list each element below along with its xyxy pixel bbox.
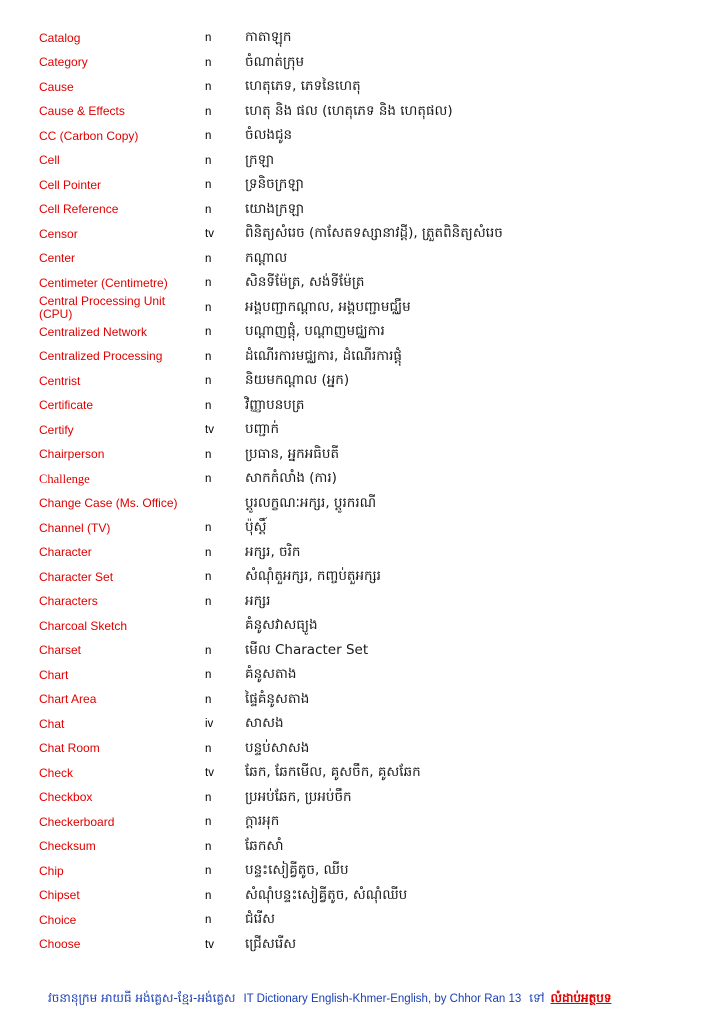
entry-part-of-speech: n [205, 56, 212, 69]
entry-term: Centralized Processing [39, 349, 163, 364]
entry-part-of-speech: n [205, 448, 212, 461]
footer-next-link[interactable]: លំដាប់អត្ថបទ [550, 991, 612, 1005]
entry-part-of-speech: n [205, 154, 212, 167]
dictionary-entry [0, 345, 728, 370]
entry-khmer-definition: និយមកណ្ដាល (អ្នក) [245, 372, 350, 389]
entry-khmer-definition: ផ្ទៃគំនូសតាង [245, 690, 310, 707]
entry-khmer-definition: ជ្រើសរើស [245, 935, 297, 952]
entry-part-of-speech: n [205, 742, 212, 755]
dictionary-entry [0, 884, 728, 909]
dictionary-entry [0, 492, 728, 517]
dictionary-entry [0, 293, 728, 321]
entry-part-of-speech: n [205, 130, 212, 143]
dictionary-entry [0, 786, 728, 811]
entry-part-of-speech: n [205, 277, 212, 290]
dictionary-entry [0, 467, 728, 492]
entry-term: Choose [39, 937, 81, 952]
entry-khmer-definition: បញ្ជាក់ [245, 421, 280, 438]
page-footer [48, 988, 718, 1010]
dictionary-entry [0, 394, 728, 419]
entry-part-of-speech: n [205, 522, 212, 535]
dictionary-entry [0, 75, 728, 100]
entry-term: Challenge [39, 471, 90, 486]
entry-part-of-speech: n [205, 350, 212, 363]
entry-term: Centimeter (Centimetre) [39, 275, 168, 290]
entry-term: Central Processing Unit (CPU) [39, 293, 166, 321]
entry-term: Cause & Effects [39, 104, 125, 119]
entry-khmer-definition: សំណុំតួអក្សរ, កញ្ចប់តួអក្សរ [245, 568, 381, 585]
entry-term: Characters [39, 594, 98, 609]
entry-khmer-definition: សាកកំលាំង (ការ) [245, 470, 337, 487]
entry-term: Chart Area [39, 692, 97, 707]
dictionary-entry [0, 418, 728, 443]
entry-part-of-speech: n [205, 914, 212, 927]
dictionary-entry [0, 516, 728, 541]
entry-khmer-definition: ប៉ុស្ដិ៍ [245, 519, 267, 536]
entry-term: Character [39, 545, 92, 560]
entry-term: Center [39, 251, 76, 266]
entry-khmer-definition: ហេតុ និង ផល (ហេតុភេទ និង ហេតុផល) [245, 102, 453, 119]
dictionary-entry [0, 149, 728, 174]
entry-khmer-definition: អង្គបញ្ជាកណ្ដាល, អង្គបញ្ជាមជ្ឈឹម [245, 298, 411, 315]
entry-term: Channel (TV) [39, 520, 111, 535]
dictionary-entry [0, 198, 728, 223]
entry-term: Chipset [39, 888, 80, 903]
dictionary-entry [0, 639, 728, 664]
dictionary-entry-list [0, 26, 728, 957]
entry-term: Certificate [39, 398, 94, 413]
entry-khmer-definition: ប្ដូរលក្ខណៈអក្សរ, ប្ដូរករណី [245, 494, 377, 511]
dictionary-entry [0, 737, 728, 762]
entry-term: Checkbox [39, 790, 93, 805]
entry-term: Cause [39, 79, 74, 94]
dictionary-entry [0, 614, 728, 639]
dictionary-entry [0, 663, 728, 688]
entry-khmer-definition: អក្សរ [245, 592, 271, 609]
dictionary-entry [0, 124, 728, 149]
entry-term: Cell [39, 153, 60, 168]
entry-term: Change Case (Ms. Office) [39, 496, 178, 511]
entry-part-of-speech: n [205, 865, 212, 878]
entry-part-of-speech: tv [205, 938, 214, 951]
dictionary-entry [0, 712, 728, 737]
entry-term: Censor [39, 226, 78, 241]
dictionary-entry [0, 26, 728, 51]
entry-khmer-definition: ទ្រនិចក្រឡា [245, 176, 304, 193]
entry-part-of-speech: n [205, 399, 212, 412]
dictionary-entry [0, 100, 728, 125]
entry-part-of-speech: n [205, 301, 212, 314]
entry-part-of-speech: tv [205, 228, 214, 241]
entry-term: Checksum [39, 839, 96, 854]
entry-part-of-speech: n [205, 32, 212, 45]
entry-part-of-speech: n [205, 105, 212, 118]
entry-part-of-speech: tv [205, 424, 214, 437]
entry-part-of-speech: n [205, 644, 212, 657]
entry-khmer-definition: ក្ដារអុក [245, 813, 280, 830]
entry-khmer-definition: ឆែកសាំ [245, 837, 284, 854]
entry-term: Centrist [39, 373, 81, 388]
entry-khmer-definition: ប្រអប់ឆែក, ប្រអប់ចឹក [245, 788, 352, 805]
entry-khmer-definition: មើល Character Set [245, 641, 369, 658]
entry-term: Charcoal Sketch [39, 618, 128, 633]
entry-khmer-definition: យោងក្រឡា [245, 200, 305, 217]
dictionary-entry [0, 51, 728, 76]
entry-part-of-speech: n [205, 81, 212, 94]
dictionary-entry [0, 908, 728, 933]
dictionary-entry [0, 271, 728, 296]
entry-khmer-definition: ឆែក, ឆែកមើល, គូសចឹក, គូសឆែក [245, 764, 421, 781]
entry-khmer-definition: ក្រឡា [245, 151, 275, 168]
footer-khmer-title: វចនានុក្រម អាយធី អង់គ្លេស-ខ្មែរ-អង់គ្លេស [48, 991, 236, 1005]
entry-khmer-definition: បណ្ដាញផ្ដុំ, បណ្ដាញមជ្ឈការ [245, 323, 385, 340]
entry-term: Cell Reference [39, 202, 119, 217]
entry-khmer-definition: បន្ទះសៀគ្វីតូច, ឈីប [245, 862, 349, 879]
entry-term: Chat [39, 716, 65, 731]
entry-part-of-speech: n [205, 669, 212, 682]
dictionary-entry [0, 247, 728, 272]
entry-part-of-speech: n [205, 203, 212, 216]
footer-english-title: IT Dictionary English-Khmer-English, by Chhor Ran 13 [243, 993, 522, 1005]
entry-part-of-speech: iv [205, 718, 214, 731]
entry-khmer-definition: កណ្ដាល [245, 249, 288, 266]
entry-part-of-speech: n [205, 326, 212, 339]
entry-khmer-definition: កាតាឡុក [245, 29, 292, 46]
entry-term: Cell Pointer [39, 177, 102, 192]
entry-term: Chip [39, 863, 64, 878]
dictionary-entry [0, 320, 728, 345]
dictionary-entry [0, 859, 728, 884]
dictionary-entry [0, 541, 728, 566]
entry-term: Certify [39, 422, 74, 437]
entry-part-of-speech: n [205, 840, 212, 853]
entry-part-of-speech: n [205, 889, 212, 902]
entry-term: Catalog [39, 30, 81, 45]
entry-part-of-speech: n [205, 816, 212, 829]
entry-term: Chat Room [39, 741, 100, 756]
dictionary-entry [0, 565, 728, 590]
entry-khmer-definition: ចំណាត់ក្រុម [245, 53, 305, 70]
entry-part-of-speech: n [205, 375, 212, 388]
entry-part-of-speech: tv [205, 767, 214, 780]
entry-khmer-definition: ពិនិត្យសំរេច (កាសែតទស្សានាវដ្ដី), ត្រួតពិនិត្យសំរេច [245, 225, 503, 242]
entry-term: Charset [39, 643, 82, 658]
entry-part-of-speech: n [205, 571, 212, 584]
dictionary-entry [0, 835, 728, 860]
dictionary-entry [0, 443, 728, 468]
entry-khmer-definition: គំនូសតាង [245, 666, 297, 683]
dictionary-entry [0, 369, 728, 394]
dictionary-entry [0, 761, 728, 786]
entry-term: Choice [39, 912, 77, 927]
dictionary-entry [0, 590, 728, 615]
dictionary-entry [0, 173, 728, 198]
entry-khmer-definition: ជំរើស [245, 911, 275, 928]
entry-term: Character Set [39, 569, 114, 584]
entry-term: Chart [39, 667, 69, 682]
entry-khmer-definition: គំនូសវាសធ្យូង [245, 617, 318, 634]
entry-term: Centralized Network [39, 324, 148, 339]
entry-khmer-definition: វិញ្ញាបនបត្រ [245, 396, 305, 413]
entry-khmer-definition: សាសង [245, 715, 284, 732]
entry-part-of-speech: n [205, 791, 212, 804]
entry-part-of-speech: n [205, 473, 212, 486]
entry-part-of-speech: n [205, 252, 212, 265]
entry-khmer-definition: ដំណើរការមជ្ឈការ, ដំណើរការផ្ដុំ [245, 347, 402, 364]
entry-part-of-speech: n [205, 595, 212, 608]
dictionary-entry [0, 810, 728, 835]
entry-khmer-definition: សិនទីម៉ែត្រ, សង់ទីម៉ែត្រ [245, 274, 365, 291]
entry-part-of-speech: n [205, 693, 212, 706]
entry-khmer-definition: ហេតុភេទ, ភេទនៃហេតុ [245, 78, 361, 95]
dictionary-entry [0, 933, 728, 958]
dictionary-entry [0, 688, 728, 713]
entry-term: Chairperson [39, 447, 105, 462]
entry-khmer-definition: អក្សរ, ចរិក [245, 543, 301, 560]
entry-khmer-definition: ចំលងជូន [245, 127, 293, 144]
entry-part-of-speech: n [205, 546, 212, 559]
entry-khmer-definition: បន្ទប់សាសង [245, 739, 310, 756]
dictionary-entry [0, 222, 728, 247]
entry-khmer-definition: ប្រធាន, អ្នកអធិបតី [245, 445, 340, 462]
entry-part-of-speech: n [205, 179, 212, 192]
entry-term: Category [39, 55, 88, 70]
entry-term: Check [39, 765, 74, 780]
entry-term: CC (Carbon Copy) [39, 128, 139, 143]
footer-goto-label: ទៅ [529, 991, 545, 1005]
entry-khmer-definition: សំណុំបន្ទះសៀគ្វីតូច, សំណុំឈីប [245, 886, 408, 903]
entry-term: Checkerboard [39, 814, 115, 829]
